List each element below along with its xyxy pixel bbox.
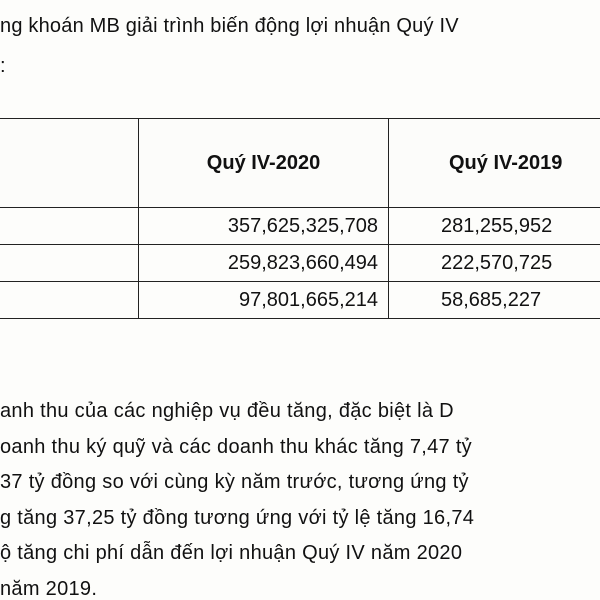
paragraph-line: năm 2019. xyxy=(0,577,98,600)
row-label-cell xyxy=(0,245,139,282)
paragraph-line: 37 tỷ đồng so với cùng kỳ năm trước, tương ứng tỷ xyxy=(0,471,469,494)
row-label-cell xyxy=(0,282,139,319)
value-cell-2019: 281,255,952 xyxy=(389,208,600,245)
header-cell-label xyxy=(0,119,139,208)
table-row xyxy=(0,245,600,282)
profit-comparison-table xyxy=(0,118,600,319)
value-cell-2019: 222,570,725 xyxy=(389,245,600,282)
header-cell-q4-2019: Quý IV-2019 xyxy=(389,119,600,208)
value-cell-2020: 259,823,660,494 xyxy=(139,245,389,282)
paragraph-line: ộ tăng chi phí dẫn đến lợi nhuận Quý IV năm 2020 xyxy=(0,542,463,565)
table-header-row xyxy=(0,119,600,208)
header-cell-q4-2020: Quý IV-2020 xyxy=(139,119,389,208)
table-row xyxy=(0,208,600,245)
value-cell-2020: 97,801,665,214 xyxy=(139,282,389,319)
intro-line: : xyxy=(0,55,6,77)
intro-line: ng khoán MB giải trình biến động lợi nhuận Quý IV xyxy=(0,15,459,37)
explanation-paragraph xyxy=(0,394,600,600)
paragraph-line: anh thu của các nghiệp vụ đều tăng, đặc biệt là D xyxy=(0,400,454,422)
value-cell-2020: 357,625,325,708 xyxy=(139,208,389,245)
paragraph-line: oanh thu ký quỹ và các doanh thu khác tăng 7,47 tỷ xyxy=(0,435,472,458)
row-label-cell xyxy=(0,208,139,245)
paragraph-line: g tăng 37,25 tỷ đồng tương ứng với tỷ lệ tăng 16,74 xyxy=(0,506,475,529)
value-cell-2019: 58,685,227 xyxy=(389,282,600,319)
intro-text xyxy=(0,6,459,86)
table-row xyxy=(0,282,600,319)
